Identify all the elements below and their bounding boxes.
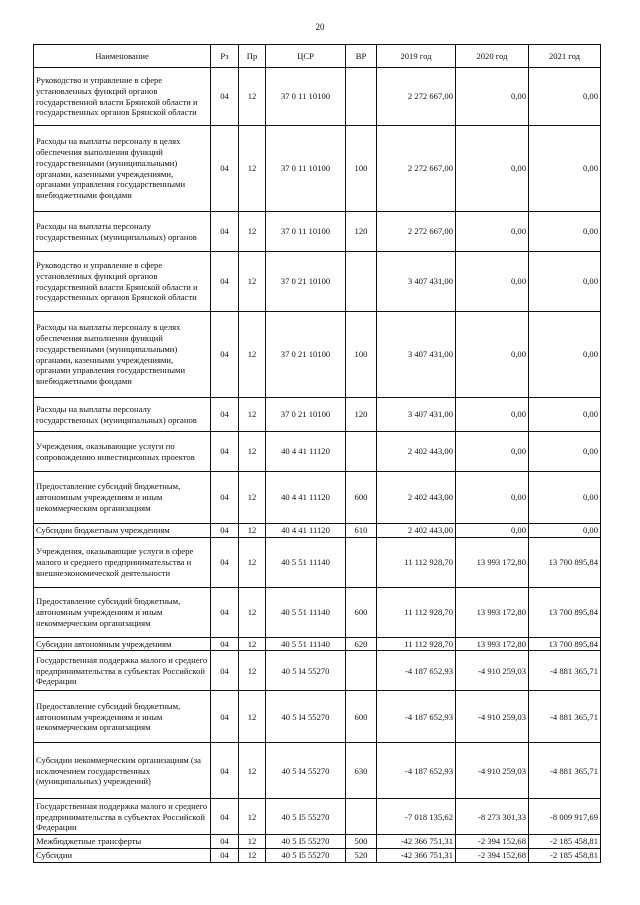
budget-table [33,44,601,863]
table-row [34,651,601,691]
header-name: Наименование [34,45,211,68]
row-2020: 0,00 [456,398,529,432]
row-2020: 0,00 [456,252,529,312]
table-row [34,398,601,432]
row-rz: 04 [211,524,239,538]
row-2019: 11 112 928,70 [377,587,456,637]
row-2019: -4 187 652,93 [377,651,456,691]
row-rz: 04 [211,312,239,398]
header-csr: ЦСР [266,45,346,68]
row-2019: -42 366 751,31 [377,835,456,849]
row-2019: -42 366 751,31 [377,849,456,863]
row-vr: 120 [346,212,377,252]
row-vr: 600 [346,691,377,743]
header-vr: ВР [346,45,377,68]
row-csr: 40 5 51 11140 [266,637,346,651]
row-pr: 12 [239,835,266,849]
row-rz: 04 [211,212,239,252]
row-name: Учреждения, оказывающие услуги в сфере малого и среднего предпринимательства и внешнеэкономической деятельности [34,537,211,587]
row-vr [346,68,377,126]
row-vr: 600 [346,472,377,524]
row-rz: 04 [211,637,239,651]
row-name: Расходы на выплаты персоналу государственных (муниципальных) органов [34,212,211,252]
row-2021: 0,00 [529,212,601,252]
row-pr: 12 [239,651,266,691]
row-name: Государственная поддержка малого и среднего предпринимательства в субъектах Российской Федерации [34,651,211,691]
row-2021: -2 185 458,81 [529,835,601,849]
row-2019: 2 402 443,00 [377,472,456,524]
row-2021: 0,00 [529,472,601,524]
row-rz: 04 [211,799,239,835]
row-2019: 2 272 667,00 [377,68,456,126]
header-row [34,45,601,68]
row-2020: -4 910 259,03 [456,743,529,799]
row-pr: 12 [239,637,266,651]
row-pr: 12 [239,743,266,799]
row-rz: 04 [211,835,239,849]
row-2021: 13 700 895,84 [529,537,601,587]
row-rz: 04 [211,68,239,126]
row-pr: 12 [239,524,266,538]
row-csr: 40 4 41 11120 [266,432,346,472]
row-vr: 100 [346,312,377,398]
row-2020: -4 910 259,03 [456,651,529,691]
table-row [34,799,601,835]
row-name: Субсидии автономным учреждениям [34,637,211,651]
row-name: Руководство и управление в сфере установленных функций органов государственной власти Брянской области и государственных органов Брянской области [34,68,211,126]
row-2020: 0,00 [456,432,529,472]
header-pr: Пр [239,45,266,68]
row-pr: 12 [239,849,266,863]
table-row [34,312,601,398]
row-2019: 11 112 928,70 [377,637,456,651]
row-vr [346,432,377,472]
row-csr: 37 0 21 10100 [266,252,346,312]
row-2021: 0,00 [529,126,601,212]
row-name: Государственная поддержка малого и среднего предпринимательства в субъектах Российской Федерации [34,799,211,835]
row-2021: 0,00 [529,252,601,312]
row-2021: -4 881 365,71 [529,651,601,691]
table-row [34,472,601,524]
row-2020: -8 273 301,33 [456,799,529,835]
row-name: Руководство и управление в сфере установленных функций органов государственной власти Брянской области и государственных органов Брянской области [34,252,211,312]
row-name: Предоставление субсидий бюджетным, автономным учреждениям и иным некоммерческим организациям [34,691,211,743]
row-pr: 12 [239,252,266,312]
row-name: Межбюджетные трансферты [34,835,211,849]
row-rz: 04 [211,651,239,691]
table-row [34,691,601,743]
row-2019: 2 272 667,00 [377,126,456,212]
row-vr [346,799,377,835]
row-2019: -7 018 135,62 [377,799,456,835]
row-csr: 40 4 41 11120 [266,472,346,524]
row-rz: 04 [211,398,239,432]
table-row [34,743,601,799]
row-pr: 12 [239,398,266,432]
row-vr: 630 [346,743,377,799]
row-2019: 3 407 431,00 [377,312,456,398]
row-2021: 0,00 [529,524,601,538]
row-pr: 12 [239,312,266,398]
row-csr: 40 4 41 11120 [266,524,346,538]
row-2021: 0,00 [529,68,601,126]
row-rz: 04 [211,587,239,637]
page-number: 20 [315,22,325,32]
row-name: Учреждения, оказывающие услуги по сопровождению инвестиционных проектов [34,432,211,472]
header-2021: 2021 год [529,45,601,68]
row-2020: 13 993 172,80 [456,587,529,637]
row-2020: 13 993 172,80 [456,637,529,651]
row-2019: 3 407 431,00 [377,398,456,432]
table-row [34,835,601,849]
row-csr: 40 5 I5 55270 [266,849,346,863]
row-2021: -4 881 365,71 [529,743,601,799]
header-rz: Рз [211,45,239,68]
table-row [34,212,601,252]
row-rz: 04 [211,126,239,212]
table-row [34,126,601,212]
row-2020: 0,00 [456,524,529,538]
row-name: Субсидии некоммерческим организациям (за исключением государственных (муниципальных) учреждений) [34,743,211,799]
row-csr: 40 5 I4 55270 [266,691,346,743]
row-pr: 12 [239,537,266,587]
row-rz: 04 [211,432,239,472]
row-vr: 120 [346,398,377,432]
row-2019: 2 272 667,00 [377,212,456,252]
row-2020: 0,00 [456,126,529,212]
row-2020: -2 394 152,68 [456,849,529,863]
row-vr: 610 [346,524,377,538]
row-name: Предоставление субсидий бюджетным, автономным учреждениям и иным некоммерческим организациям [34,587,211,637]
row-csr: 40 5 51 11140 [266,587,346,637]
row-vr: 520 [346,849,377,863]
row-csr: 37 0 11 10100 [266,126,346,212]
row-2019: -4 187 652,93 [377,691,456,743]
row-csr: 40 5 51 11140 [266,537,346,587]
row-2020: 0,00 [456,472,529,524]
row-2020: 13 993 172,80 [456,537,529,587]
row-csr: 37 0 11 10100 [266,68,346,126]
row-pr: 12 [239,472,266,524]
row-2021: 0,00 [529,398,601,432]
table-row [34,537,601,587]
row-csr: 40 5 I4 55270 [266,743,346,799]
row-2021: -4 881 365,71 [529,691,601,743]
row-csr: 40 5 I5 55270 [266,835,346,849]
row-csr: 37 0 11 10100 [266,212,346,252]
row-name: Расходы на выплаты персоналу государственных (муниципальных) органов [34,398,211,432]
row-2020: -4 910 259,03 [456,691,529,743]
row-pr: 12 [239,799,266,835]
row-2021: -2 185 458,81 [529,849,601,863]
row-name: Расходы на выплаты персоналу в целях обеспечения выполнения функций государственными (муниципальными) органами, казенными учреждениями, органами управления государственными внебюджетными фондами [34,312,211,398]
row-name: Субсидии [34,849,211,863]
table-row [34,849,601,863]
row-name: Субсидии бюджетным учреждениям [34,524,211,538]
row-2019: 2 402 443,00 [377,432,456,472]
row-pr: 12 [239,212,266,252]
row-vr [346,651,377,691]
row-pr: 12 [239,68,266,126]
row-name: Предоставление субсидий бюджетным, автономным учреждениям и иным некоммерческим организациям [34,472,211,524]
table-row [34,68,601,126]
table-row [34,587,601,637]
row-2019: 2 402 443,00 [377,524,456,538]
row-2021: -8 009 917,69 [529,799,601,835]
row-rz: 04 [211,537,239,587]
row-2020: 0,00 [456,312,529,398]
header-2020: 2020 год [456,45,529,68]
row-vr: 620 [346,637,377,651]
row-pr: 12 [239,691,266,743]
row-vr [346,252,377,312]
header-2019: 2019 год [377,45,456,68]
row-rz: 04 [211,252,239,312]
row-rz: 04 [211,472,239,524]
row-pr: 12 [239,587,266,637]
row-csr: 37 0 21 10100 [266,398,346,432]
row-2019: 11 112 928,70 [377,537,456,587]
row-rz: 04 [211,743,239,799]
table-row [34,432,601,472]
row-pr: 12 [239,432,266,472]
table-row [34,637,601,651]
row-vr: 600 [346,587,377,637]
table-row [34,252,601,312]
row-2020: 0,00 [456,68,529,126]
row-rz: 04 [211,849,239,863]
row-vr: 100 [346,126,377,212]
table-row [34,524,601,538]
row-2020: 0,00 [456,212,529,252]
row-2021: 13 700 895,84 [529,587,601,637]
row-vr [346,537,377,587]
row-name: Расходы на выплаты персоналу в целях обеспечения выполнения функций государственными (муниципальными) органами, казенными учреждениями, органами управления государственными внебюджетными фондами [34,126,211,212]
row-csr: 40 5 I4 55270 [266,651,346,691]
row-vr: 500 [346,835,377,849]
row-2021: 13 700 895,84 [529,637,601,651]
row-csr: 40 5 I5 55270 [266,799,346,835]
row-2019: -4 187 652,93 [377,743,456,799]
row-2021: 0,00 [529,432,601,472]
row-rz: 04 [211,691,239,743]
row-2019: 3 407 431,00 [377,252,456,312]
row-2020: -2 394 152,68 [456,835,529,849]
row-csr: 37 0 21 10100 [266,312,346,398]
row-2021: 0,00 [529,312,601,398]
row-pr: 12 [239,126,266,212]
